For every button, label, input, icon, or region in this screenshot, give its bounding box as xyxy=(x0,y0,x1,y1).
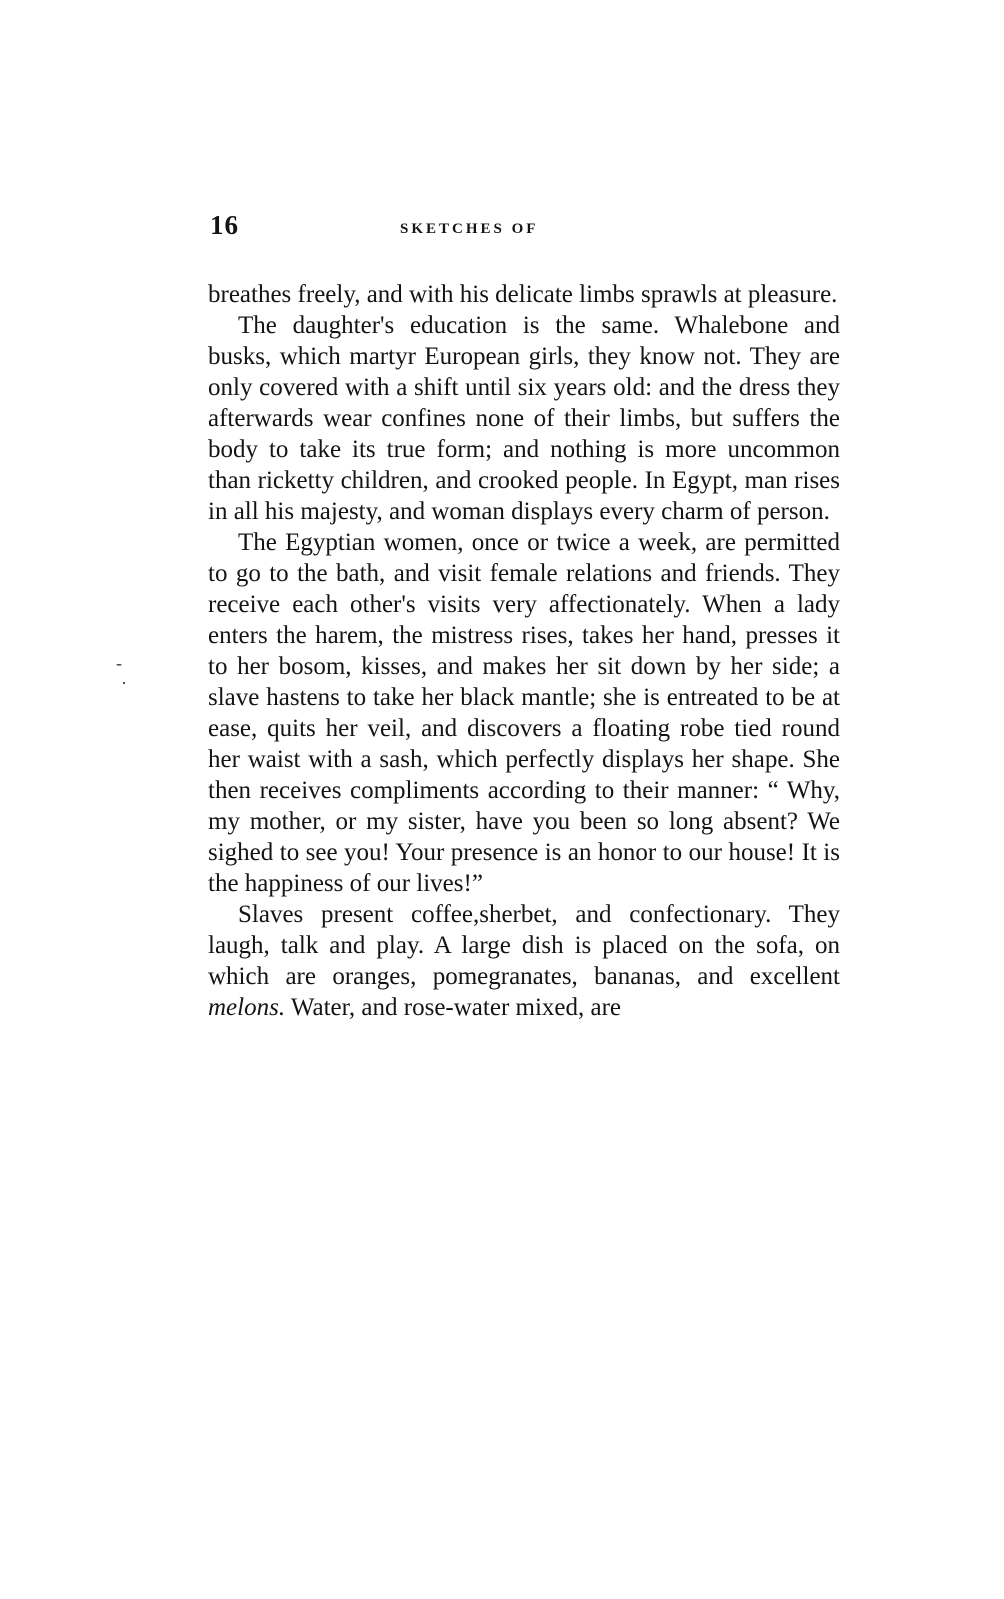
paragraph-text: Slaves present coffee,sherbet, and confectionary. They laugh, talk and play. A large dish is placed on the sofa, on which are oranges, pomegranates, bananas, and excellent xyxy=(208,901,840,990)
italic-word: melons. xyxy=(208,994,286,1021)
page-header xyxy=(210,210,838,250)
margin-mark: · xyxy=(121,673,127,693)
page-text-body xyxy=(208,279,840,1023)
running-title: SKETCHES OF xyxy=(400,221,539,237)
page-number: 16 xyxy=(210,210,239,240)
paragraph-daughters-education: The daughter's education is the same. Whalebone and busks, which martyr European girls, they know not. They are only covered with a shift until six years old: and the dress they afterwards wear confines none of their limbs, but suffers the body to take its true form; and nothing is more uncommon than ricketty children, and crooked people. In Egypt, man rises in all his majesty, and woman displays every charm of person. xyxy=(208,312,840,525)
paragraph-slaves-present xyxy=(208,899,840,1023)
margin-mark: - xyxy=(116,653,122,673)
paragraph-text: Water, and rose-water mixed, are xyxy=(285,994,622,1021)
paragraph-egyptian-women: The Egyptian women, once or twice a week, are permitted to go to the bath, and visit female relations and friends. They receive each other's visits very affectionately. When a lady enters the harem, the mistress rises, takes her hand, presses it to her bosom, kisses, and makes her sit down by her side; a slave hastens to take her black mantle; she is entreated to be at ease, quits her veil, and discovers a floating robe tied round her waist with a sash, which perfectly displays her shape. She then receives compliments according to their manner: “ Why, my mother, or my sister, have you been so long absent? We sighed to see you! Your presence is an honor to our house! It is the happiness of our lives!” xyxy=(208,529,840,897)
paragraph-continuation: breathes freely, and with his delicate limbs sprawls at pleasure. xyxy=(208,281,838,308)
